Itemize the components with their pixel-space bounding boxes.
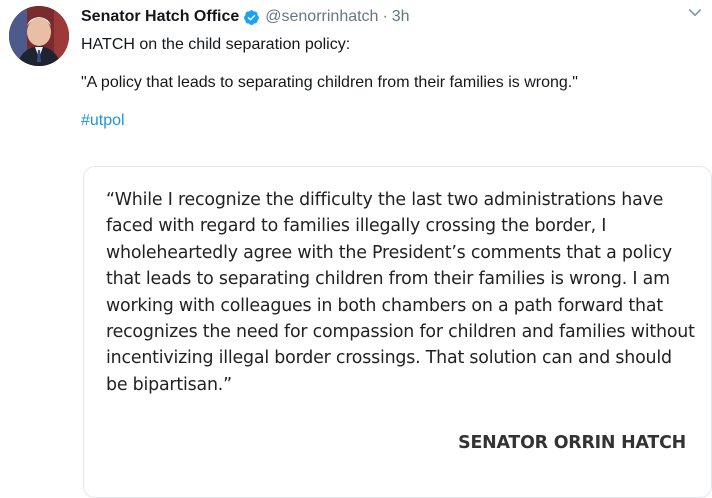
author-name[interactable]: Senator Hatch Office (81, 8, 240, 25)
statement-signature: SENATOR ORRIN HATCH (458, 433, 686, 453)
separator-dot: · (382, 8, 388, 25)
avatar-portrait-image (9, 6, 69, 66)
tweet-text-line: "A policy that leads to separating children from their families is wrong." (81, 74, 578, 91)
hashtag-link[interactable]: #utpol (81, 112, 125, 129)
statement-quote: “While I recognize the difficulty the last two administrations have faced with regard to families illegally crossing the border, I wholeheartedly agree with the President’s comments that a policy that leads to separating children from their families is wrong. I am working with colleagues in both chambers on a path forward that recognizes the need for compassion for children and families without incentivizing illegal border crossings. That solution can and should be bipartisan.” (106, 190, 695, 395)
tweet-text (81, 34, 705, 131)
avatar[interactable] (9, 6, 69, 66)
media-card[interactable] (83, 166, 712, 498)
tweet-text-line: HATCH on the child separation policy: (81, 36, 351, 53)
tweet-timestamp[interactable]: 3h (391, 8, 410, 25)
tweet-body (81, 6, 705, 148)
verified-badge-icon (243, 9, 260, 26)
chevron-down-icon[interactable] (686, 4, 704, 22)
tweet-header (81, 6, 705, 28)
author-handle[interactable]: @senorrinhatch (265, 8, 379, 25)
